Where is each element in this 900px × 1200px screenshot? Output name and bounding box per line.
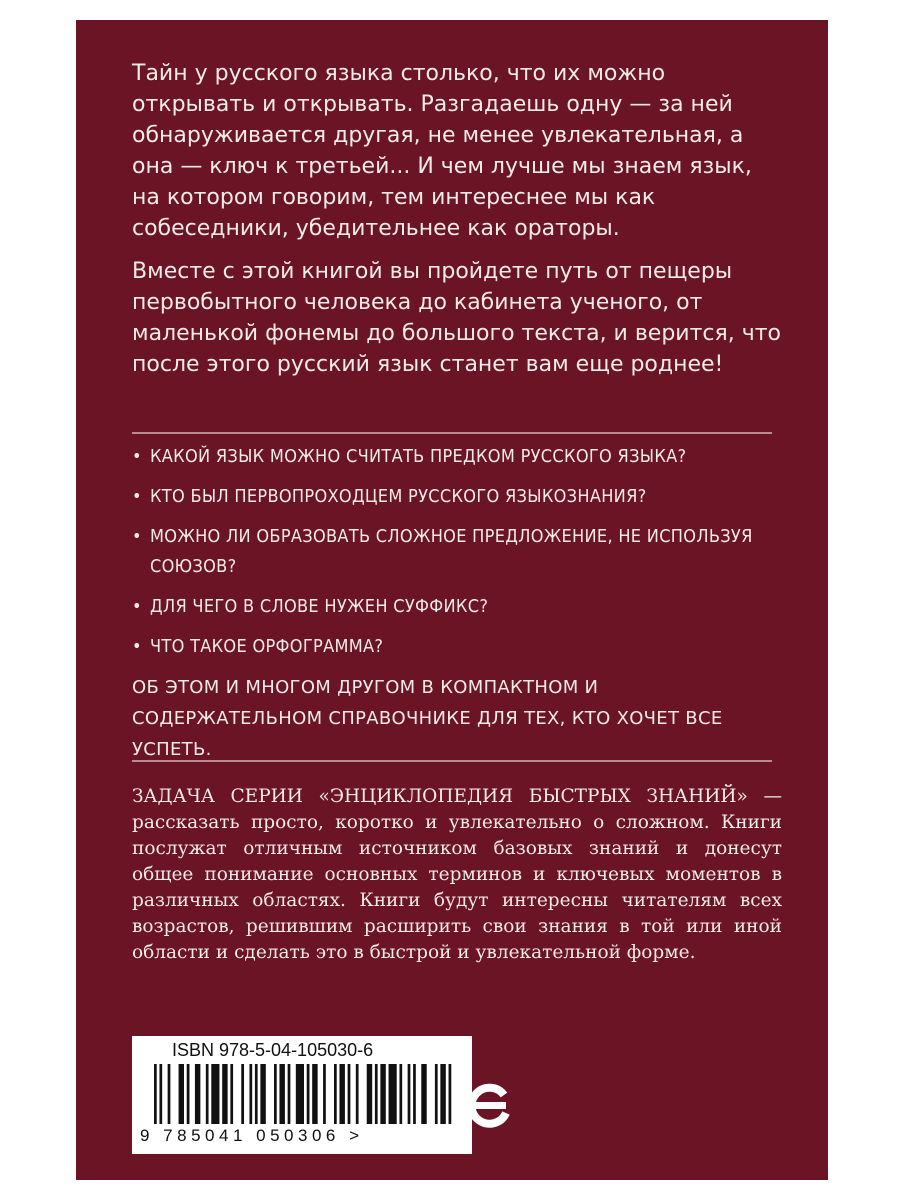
barcode-bar	[334, 1064, 337, 1124]
barcode-bar	[159, 1064, 162, 1124]
barcode-bar	[323, 1064, 326, 1124]
barcode-bar	[375, 1064, 378, 1124]
divider-bottom	[132, 760, 772, 762]
barcode-bar	[339, 1064, 344, 1124]
barcode-bar	[195, 1064, 200, 1124]
barcode-digits: 9 785041 050306 >	[140, 1126, 364, 1145]
question-list	[132, 442, 792, 672]
summary-text: ОБ ЭТОМ И МНОГОМ ДРУГОМ В КОМПАКТНОМ И СОДЕРЖАТЕЛЬНОМ СПРАВОЧНИКЕ ДЛЯ ТЕХ, КТО ХОЧЕТ ВСЕ УСПЕТЬ.	[132, 677, 723, 760]
barcode-bar	[154, 1064, 157, 1124]
question-text: КАКОЙ ЯЗЫК МОЖНО СЧИТАТЬ ПРЕДКОМ РУССКОГО ЯЗЫКА?	[150, 446, 687, 467]
barcode-bar	[241, 1064, 244, 1124]
barcode-bar	[399, 1064, 402, 1124]
barcode-bar	[421, 1064, 426, 1124]
barcode-bar	[449, 1064, 452, 1124]
intro-paragraph-1: Тайн у русского языка столько, что их можно открывать и открывать. Разгадаешь одну — за ней обнаруживается другая, не менее увлекательная, а она — ключ к третьей... И чем лучше мы знаем язык, на котором говорим, тем интереснее мы как собеседники, убедительнее как ораторы.	[132, 61, 752, 241]
bullet: •	[132, 636, 142, 657]
list-item	[132, 522, 792, 582]
barcode-bar	[307, 1064, 310, 1124]
bullet: •	[132, 446, 142, 467]
barcode-bar	[230, 1064, 233, 1124]
barcode-bar	[249, 1064, 252, 1124]
barcode-bar	[211, 1064, 219, 1124]
barcode-bar	[255, 1064, 258, 1124]
barcode-bar	[440, 1064, 445, 1124]
barcode-bar	[187, 1064, 190, 1124]
barcode-bar	[367, 1064, 372, 1124]
barcode-bar	[312, 1064, 317, 1124]
eksmo-logo-icon	[460, 1075, 520, 1135]
barcode-bar	[260, 1064, 265, 1124]
barcode-box	[132, 1036, 472, 1154]
barcode-bar	[222, 1064, 227, 1124]
barcode-bar	[288, 1064, 291, 1124]
barcode-bar	[168, 1064, 171, 1124]
back-cover	[76, 20, 828, 1180]
question-text: ЧТО ТАКОЕ ОРФОГРАММА?	[150, 636, 384, 657]
barcode-bar	[179, 1064, 184, 1124]
barcode-bars	[154, 1064, 454, 1124]
bullet: •	[132, 486, 142, 507]
barcode-bar	[408, 1064, 411, 1124]
barcode-bar	[279, 1064, 284, 1124]
barcode-bar	[348, 1064, 351, 1124]
series-description: ЗАДАЧА СЕРИИ «ЭНЦИКЛОПЕДИЯ БЫСТРЫХ ЗНАНИЙ» — рассказать просто, коротко и увлекательно о сложном. Книги послужат отличным источником базовых знаний и донесут общее понимание основных терминов и ключевых моментов в различных областях. Книги будут интересны читателям всех возрастов, решившим расширить свои знания в той или иной области и сделать это в быстрой и увлекательной форме.	[132, 786, 782, 963]
divider-top	[132, 432, 772, 434]
list-item	[132, 632, 792, 662]
list-item	[132, 482, 792, 512]
barcode-bar	[206, 1064, 209, 1124]
question-text: ДЛЯ ЧЕГО В СЛОВЕ НУЖЕН СУФФИКС?	[150, 596, 489, 617]
list-item	[132, 442, 792, 472]
barcode-bar	[356, 1064, 359, 1124]
bullet: •	[132, 526, 142, 547]
question-text: КТО БЫЛ ПЕРВОПРОХОДЦЕМ РУССКОГО ЯЗЫКОЗНАНИЯ?	[150, 486, 647, 507]
isbn-label: ISBN 978-5-04-105030-6	[172, 1040, 374, 1060]
barcode-bar	[413, 1064, 416, 1124]
barcode-bar	[296, 1064, 304, 1124]
intro-paragraph-2: Вместе с этой книгой вы пройдете путь от пещеры первобытного человека до кабинета ученого, от маленькой фонемы до большого текста, и верится, что после этого русский язык станет вам еще роднее!	[132, 259, 782, 377]
question-text: МОЖНО ЛИ ОБРАЗОВАТЬ СЛОЖНОЕ ПРЕДЛОЖЕНИЕ, НЕ ИСПОЛЬЗУЯ СОЮЗОВ?	[150, 526, 753, 577]
barcode-bar	[435, 1064, 438, 1124]
barcode-bar	[274, 1064, 277, 1124]
list-item	[132, 592, 792, 622]
barcode-bar	[380, 1064, 385, 1124]
barcode-bar	[389, 1064, 397, 1124]
bullet: •	[132, 596, 142, 617]
